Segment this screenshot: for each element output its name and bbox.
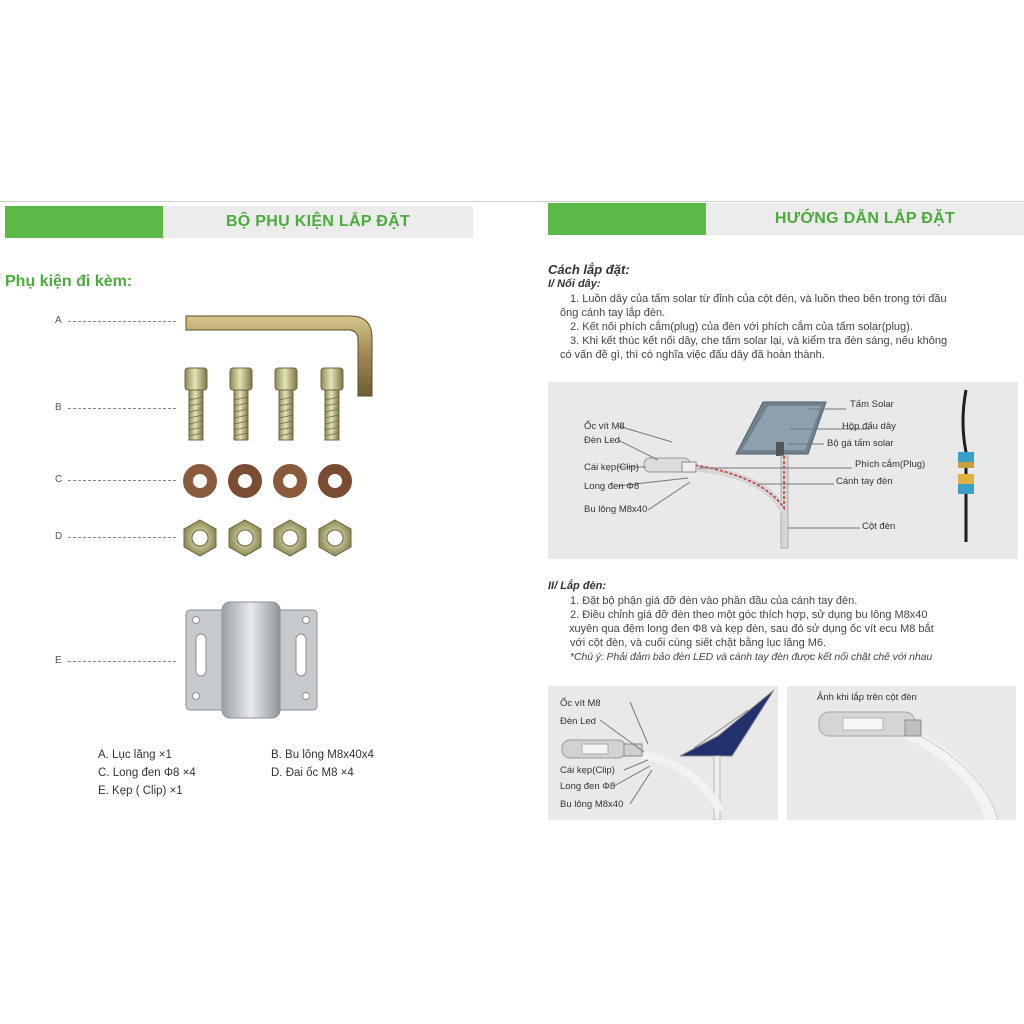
label-lamp-arm: Cánh tay đèn <box>836 476 893 487</box>
label-clip: Cái kẹp(Clip) <box>560 765 615 776</box>
wiring-title: I/ Nối dây: <box>548 278 601 290</box>
wiring-diagram-panel <box>548 382 1018 559</box>
clip-bracket-icon <box>184 600 319 720</box>
wiring-step-line: 2. Kết nối phích cắm(plug) của đèn với phích cắm của tấm solar(plug). <box>570 321 913 333</box>
label-clip: Cái kẹp(Clip) <box>584 462 639 473</box>
label-bolt: Bu lông M8x40 <box>584 504 648 515</box>
caption-clip: E. Kẹp ( Clip) ×1 <box>98 785 183 797</box>
label-panel-mount: Bộ gá tấm solar <box>827 438 894 449</box>
left-header-title: BỘ PHỤ KIỆN LẮP ĐẶT <box>163 206 473 238</box>
mounted-lamp-illustration <box>787 686 1016 820</box>
row-letter-a: A <box>55 315 62 326</box>
caption-hex-key: A. Lục lăng ×1 <box>98 749 172 761</box>
accessories-subtitle: Phụ kiện đi kèm: <box>5 273 133 290</box>
mounting-step-line: 1. Đặt bộ phận giá đỡ đèn vào phần đầu của cánh tay đèn. <box>570 595 858 607</box>
caption-bolt: B. Bu lông M8x40x4 <box>271 749 374 761</box>
label-bolt: Bu lông M8x40 <box>560 799 624 810</box>
label-washer: Long đen Φ8 <box>584 481 640 492</box>
leader-line-b <box>68 408 176 409</box>
wiring-step-line: 1. Luồn dây của tấm solar từ đỉnh của cột đèn, và luồn theo bên trong tới đầu <box>570 293 947 305</box>
photo-caption: Ảnh khi lắp trên cột đèn <box>817 692 917 703</box>
label-screw: Ốc vít M8 <box>584 421 625 432</box>
leader-line-a <box>68 321 176 322</box>
leader-line-e <box>68 661 176 662</box>
mounting-note: *Chú ý: Phải đảm bảo đèn LED và cánh tay đèn được kết nối chặt chẽ với nhau <box>570 651 933 663</box>
wiring-step-line: có vấn đề gì, thì có nghĩa việc đấu dây đã hoàn thành. <box>560 349 825 361</box>
row-letter-e: E <box>55 655 62 666</box>
label-led-lamp: Đèn Led <box>560 716 596 727</box>
bolt-icon <box>180 366 360 446</box>
mounting-title: II/ Lắp đèn: <box>548 580 607 592</box>
caption-washer: C. Long đen Φ8 ×4 <box>98 767 196 779</box>
mounted-photo-panel <box>787 686 1016 820</box>
washer-icon <box>180 462 360 500</box>
mounting-steps <box>570 594 934 664</box>
nut-icon <box>180 518 360 558</box>
caption-nut: D. Đai ốc M8 ×4 <box>271 767 354 779</box>
label-pole: Cột đèn <box>862 521 896 532</box>
row-letter-b: B <box>55 402 62 413</box>
method-title: Cách lắp đặt: <box>548 262 630 277</box>
label-plug: Phích cắm(Plug) <box>855 459 926 470</box>
right-header-title: HƯỚNG DẪN LẮP ĐẶT <box>706 203 1024 235</box>
lamp-mount-diagram-panel <box>548 686 778 820</box>
row-letter-d: D <box>55 531 63 542</box>
header-green-block <box>548 203 706 235</box>
label-solar-panel: Tấm Solar <box>850 399 894 410</box>
label-led-lamp: Đèn Led <box>584 435 620 446</box>
mounting-step-line: 2. Điều chỉnh giá đỡ đèn theo một góc thích hợp, sử dụng bu lông M8x40 <box>570 609 928 621</box>
right-section-header <box>548 203 1024 235</box>
page-top-divider <box>0 201 1024 202</box>
row-letter-c: C <box>55 474 63 485</box>
wiring-steps <box>560 292 948 362</box>
left-section-header <box>5 206 473 238</box>
label-screw: Ốc vít M8 <box>560 698 601 709</box>
mounting-step-line: xuyên qua đệm long đen Φ8 và kẹp đèn, sau đó sử dụng ốc vít ecu M8 bắt <box>569 623 934 635</box>
label-junction-box: Hộp đấu dây <box>842 421 896 432</box>
label-washer: Long đen Φ8 <box>560 781 616 792</box>
wiring-step-line: 3. Khi kết thúc kết nối dây, che tấm solar lại, và kiểm tra đèn sáng, nếu không <box>570 335 948 347</box>
wiring-step-line: ống cánh tay lắp đèn. <box>560 307 666 319</box>
leader-line-d <box>68 537 176 538</box>
leader-line-c <box>68 480 176 481</box>
mounting-step-line: với cột đèn, và cuối cùng siết chặt bằng lục lăng M6. <box>570 637 827 649</box>
header-green-block <box>5 206 163 238</box>
